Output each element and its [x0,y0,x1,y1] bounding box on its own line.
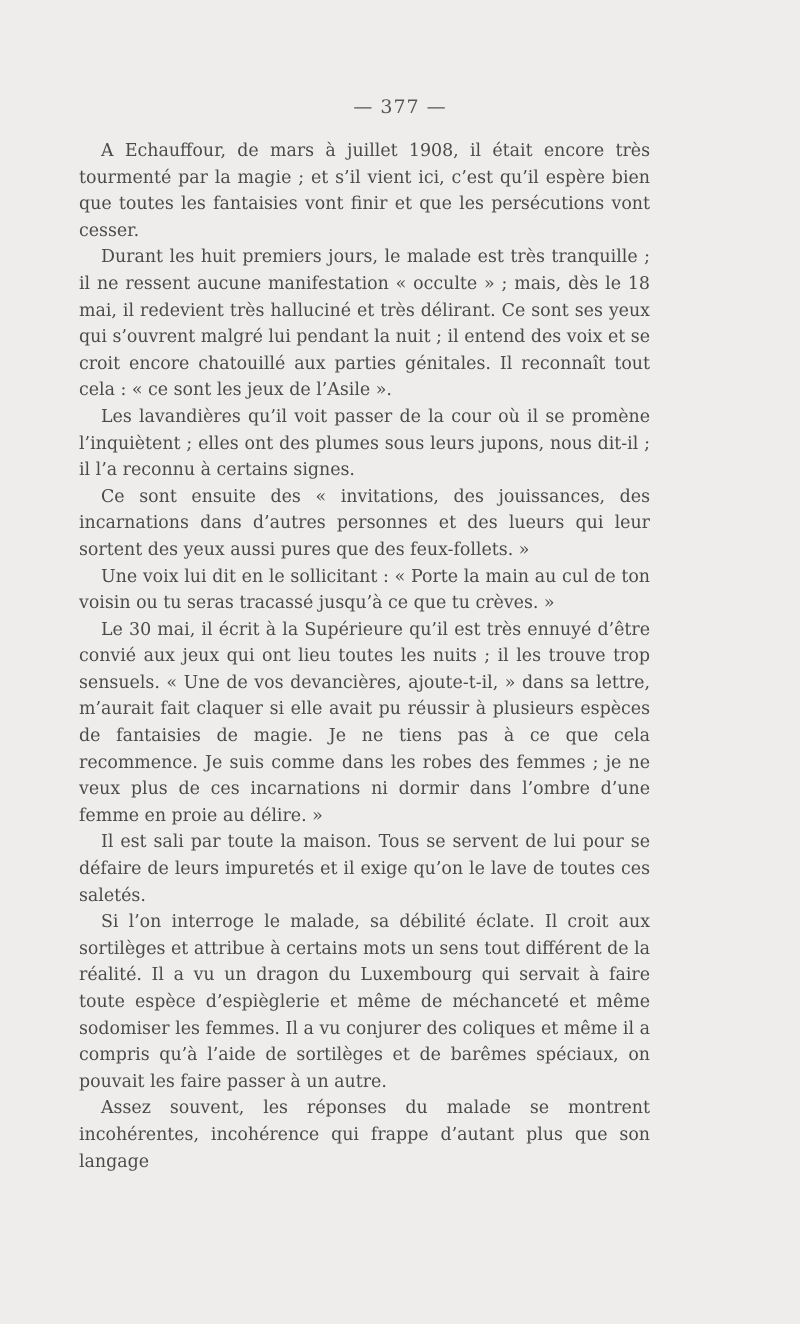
body-text [79,138,650,1175]
paragraph-2: Durant les huit premiers jours, le malade est très tranquille ; il ne ressent aucune manifestation « occulte » ; mais, dès le 18 mai, il redevient très halluciné et très délirant. Ce sont ses yeux qui s’ouvrent malgré lui pendant la nuit ; il entend des voix et se croit encore chatouillé aux parties génitales. Il reconnaît tout cela : « ce sont les jeux de l’Asile ». [79,247,650,401]
paragraph-7: Il est sali par toute la maison. Tous se servent de lui pour se défaire de leurs impuretés et il exige qu’on le lave de toutes ces saletés. [79,832,650,906]
paragraph-4: Ce sont ensuite des « invitations, des jouissances, des incarnations dans d’autres personnes et des lueurs qui leur sortent des yeux aussi pures que des feux-follets. » [79,486,650,560]
paragraph-6: Le 30 mai, il écrit à la Supérieure qu’il est très ennuyé d’être convié aux jeux qui ont lieu toutes les nuits ; il les trouve trop sensuels. « Une de vos devancières, ajoute-t-il, » dans sa lettre, m’aurait fait claquer si elle avait pu réussir à plusieurs espèces de fantaisies de magie. Je ne tiens pas à ce que cela recommence. Je suis comme dans les robes des femmes ; je ne veux plus de ces incarnations ni dormir dans l’ombre d’une femme en proie au délire. » [79,619,650,826]
paragraph-9: Assez souvent, les réponses du malade se montrent incohérentes, incohérence qui frappe d’autant plus que son langage [79,1098,650,1172]
page-number: — 377 — [353,96,447,118]
paragraph-1: A Echauffour, de mars à juillet 1908, il était encore très tourmenté par la magie ; et s’il vient ici, c’est qu’il espère bien que toutes les fantaisies vont finir et que les persécutions vont cesser. [79,141,650,241]
paragraph-3: Les lavandières qu’il voit passer de la cour où il se promène l’inquiètent ; elles ont des plumes sous leurs jupons, nous dit-il ; il l’a reconnu à certains signes. [79,406,650,481]
paragraph-8: Si l’on interroge le malade, sa débilité éclate. Il croit aux sortilèges et attribue à certains mots un sens tout différent de la réalité. Il a vu un dragon du Luxembourg qui servait à faire toute espèce d’espièglerie et même de méchanceté et même sodomiser les femmes. Il a vu conjurer des coliques et même il a compris qu’à l’aide de sortilèges et de barêmes spéciaux, on pouvait les faire passer à un autre. [79,912,650,1092]
paragraph-5: Une voix lui dit en le sollicitant : « Porte la main au cul de ton voisin ou tu seras tracassé jusqu’à ce que tu crèves. » [79,566,650,614]
